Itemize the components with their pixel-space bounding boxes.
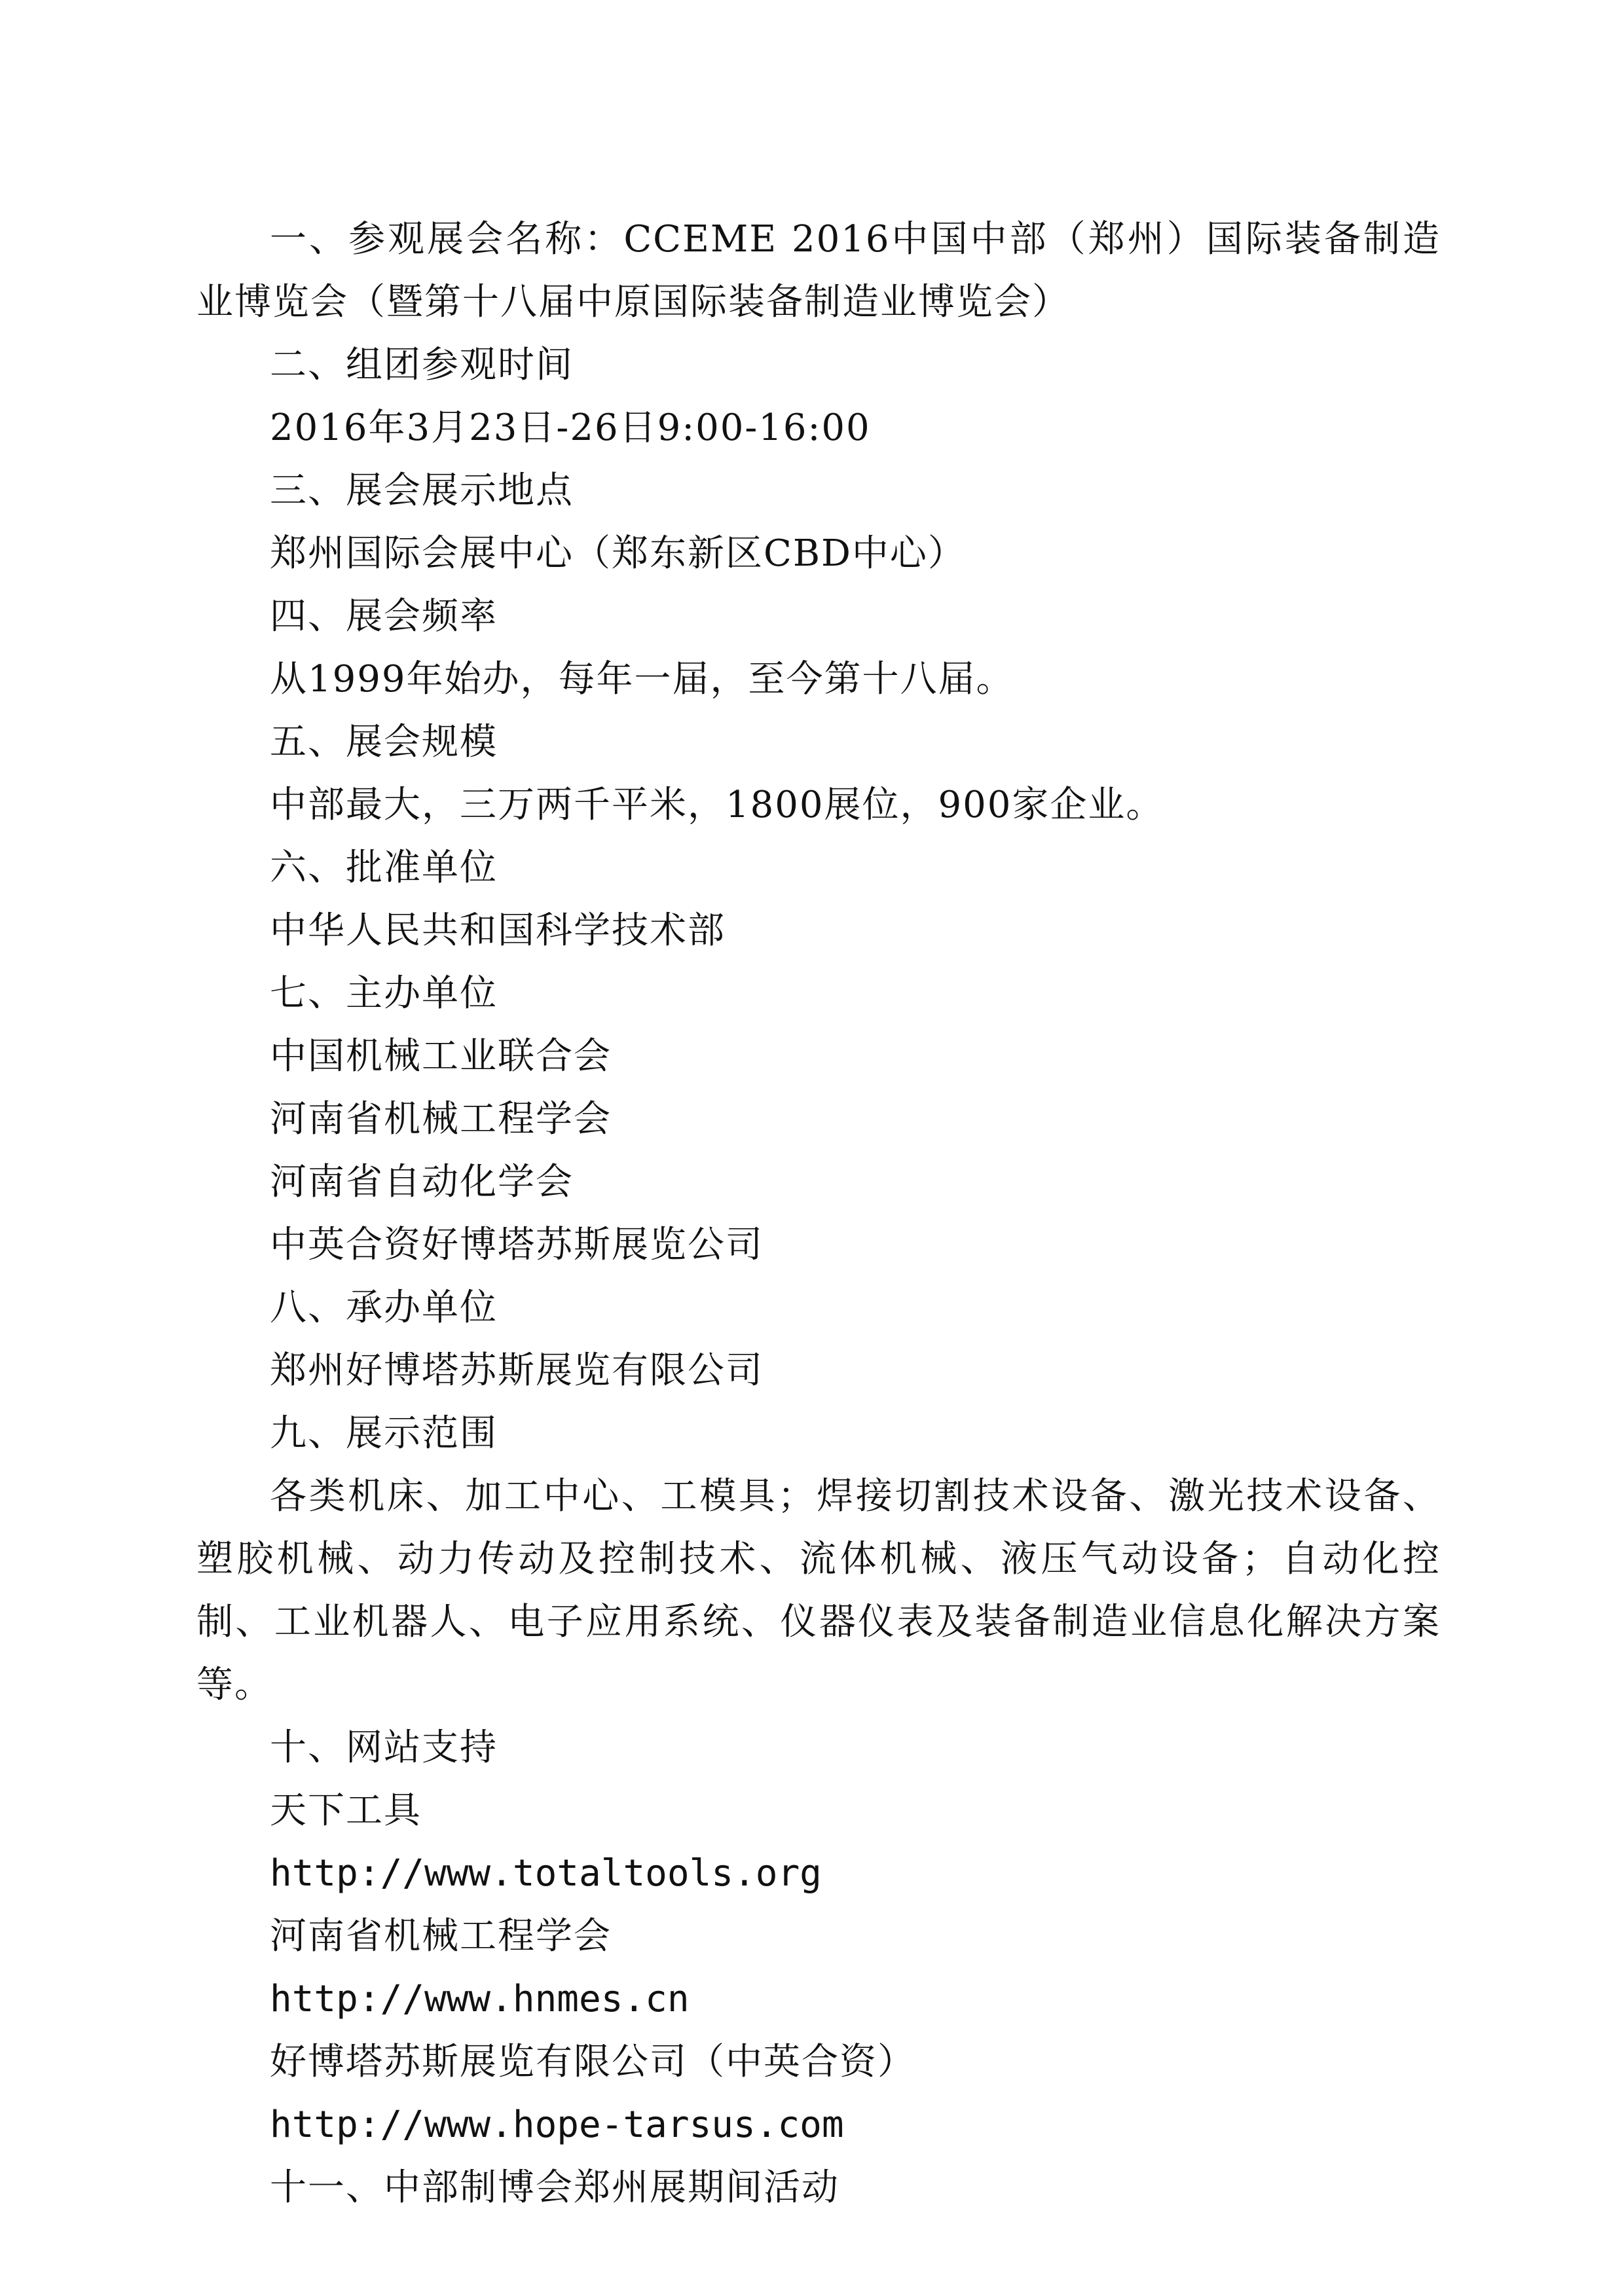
section-heading-website-support: 十、网站支持 [270,1726,498,1769]
website-org-name: 好博塔苏斯展览有限公司（中英合资） [270,2041,915,2083]
section-heading-exhibit-scope: 九、展示范围 [270,1412,498,1455]
approving-unit-value: 中华人民共和国科学技术部 [270,909,726,952]
exhibit-scope-paragraph: 各类机床、加工中心、工模具；焊接切割技术设备、激光技术设备、塑胶机械、动力传动及控制技术、流体机械、液压气动设备；自动化控制、工业机器人、电子应用系统、仪器仪表及装备制造业信息化解决方案等。 [196,1475,1441,1706]
website-org-name: 河南省机械工程学会 [270,1915,612,1958]
visit-time-value: 2016年3月23日-26日9:00-16:00 [270,407,871,449]
section-heading-approving-unit: 六、批准单位 [270,847,498,889]
section-heading-organizers: 七、主办单位 [270,972,498,1015]
organizer-item: 中英合资好博塔苏斯展览公司 [270,1224,764,1266]
section-heading-venue: 三、展会展示地点 [270,469,574,512]
section-heading-visit-time: 二、组团参观时间 [270,344,574,386]
organizer-item: 中国机械工业联合会 [270,1035,612,1078]
venue-value: 郑州国际会展中心（郑东新区CBD中心） [270,532,966,575]
frequency-value: 从1999年始办，每年一届，至今第十八届。 [270,658,1014,701]
section-heading-frequency: 四、展会频率 [270,595,498,638]
section-heading-undertaker: 八、承办单位 [270,1286,498,1329]
section-heading-events: 十一、中部制博会郑州展期间活动 [270,2166,840,2209]
website-url: http://www.hope-tarsus.com [270,2104,844,2146]
website-url: http://www.hnmes.cn [270,1978,690,2020]
undertaker-value: 郑州好博塔苏斯展览有限公司 [270,1349,764,1392]
section-heading-scale: 五、展会规模 [270,721,498,763]
website-org-name: 天下工具 [270,1789,422,1832]
website-url: http://www.totaltools.org [270,1852,822,1895]
section-heading-exhibition-name: 一、参观展会名称：CCEME 2016中国中部（郑州）国际装备制造业博览会（暨第十八届中原国际装备制造业博览会） [196,218,1441,323]
scale-value: 中部最大，三万两千平米，1800展位，900家企业。 [270,784,1164,826]
document-body [196,208,1441,2219]
organizer-item: 河南省机械工程学会 [270,1098,612,1140]
organizer-item: 河南省自动化学会 [270,1161,574,1203]
